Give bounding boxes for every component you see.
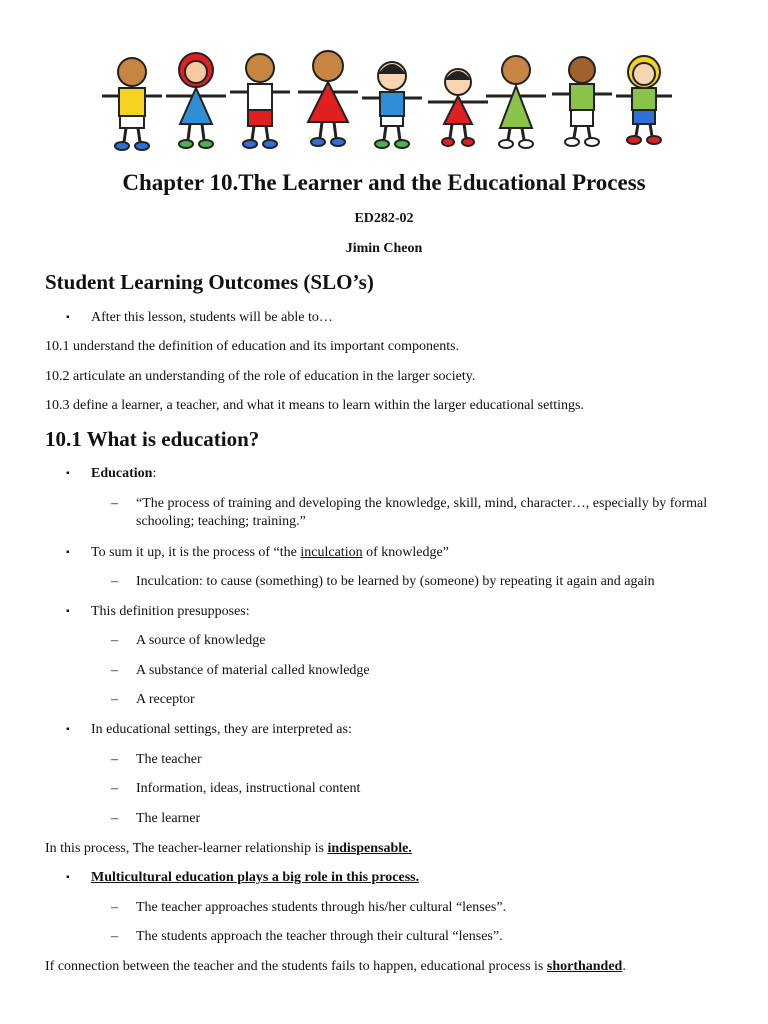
relationship-line bbox=[45, 840, 412, 858]
section-heading-what-is-education: 10.1 What is education? bbox=[45, 427, 260, 451]
slo-intro: After this lesson, students will be able to… bbox=[91, 310, 333, 325]
child-figure-4 bbox=[298, 51, 358, 146]
dash-marker: – bbox=[111, 752, 118, 767]
lenses-item-1: The teacher approaches students through his/her cultural “lenses”. bbox=[136, 900, 507, 915]
multicultural-statement: Multicultural education plays a big role in this process. bbox=[91, 870, 420, 885]
dash-marker: – bbox=[111, 574, 118, 589]
interpreted-line: In educational settings, they are interpreted as: bbox=[91, 722, 352, 737]
bullet-marker: ▪ bbox=[66, 724, 70, 735]
lenses-item-2: The students approach the teacher through their cultural “lenses”. bbox=[136, 929, 503, 944]
sum-up-suffix: of knowledge” bbox=[362, 545, 449, 560]
dash-marker: – bbox=[111, 781, 118, 796]
child-figure-5 bbox=[362, 62, 422, 148]
bullet-marker: ▪ bbox=[66, 606, 70, 617]
bullet-marker: ▪ bbox=[66, 468, 70, 479]
sum-up-prefix: To sum it up, it is the process of “the bbox=[91, 545, 301, 560]
multicultural-line bbox=[91, 869, 419, 887]
child-figure-9 bbox=[616, 56, 672, 144]
indispensable-term: indispensable. bbox=[327, 841, 412, 856]
child-figure-2 bbox=[166, 53, 226, 148]
interpreted-item-2: Information, ideas, instructional content bbox=[136, 781, 361, 796]
slo-item-3: 10.3 define a learner, a teacher, and what it means to learn within the larger educational settings. bbox=[45, 398, 584, 413]
interpreted-item-1: The teacher bbox=[136, 752, 202, 767]
education-definition: “The process of training and developing the knowledge, skill, mind, character…, especially by formal schooling; teaching; training.” bbox=[136, 496, 708, 529]
course-code: ED282-02 bbox=[354, 211, 414, 226]
inculcation-term: inculcation bbox=[300, 545, 363, 560]
sum-up-line bbox=[91, 544, 449, 562]
slo-item-2: 10.2 articulate an understanding of the role of education in the larger society. bbox=[45, 369, 476, 384]
dash-marker: – bbox=[111, 811, 118, 826]
dash-marker: – bbox=[111, 633, 118, 648]
slo-item-1: 10.1 understand the definition of education and its important components. bbox=[45, 339, 460, 354]
interpreted-item-3: The learner bbox=[136, 811, 201, 826]
dash-marker: – bbox=[111, 692, 118, 707]
child-figure-7 bbox=[486, 56, 546, 148]
dash-marker: – bbox=[111, 496, 118, 511]
presupposes-item-2: A substance of material called knowledge bbox=[136, 663, 370, 678]
education-colon: : bbox=[152, 466, 157, 481]
author-name: Jimin Cheon bbox=[345, 241, 423, 256]
bullet-marker: ▪ bbox=[66, 872, 70, 883]
bullet-marker: ▪ bbox=[66, 312, 70, 323]
bullet-marker: ▪ bbox=[66, 547, 70, 558]
conclusion-suffix: . bbox=[622, 959, 626, 974]
presupposes-line: This definition presupposes: bbox=[91, 604, 250, 619]
conclusion-prefix: If connection between the teacher and the students fails to happen, educational process is bbox=[45, 959, 547, 974]
presupposes-item-1: A source of knowledge bbox=[136, 633, 266, 648]
dash-marker: – bbox=[111, 663, 118, 678]
slo-heading: Student Learning Outcomes (SLO’s) bbox=[45, 270, 374, 294]
relationship-prefix: In this process, The teacher-learner relationship is bbox=[45, 841, 328, 856]
document-title: Chapter 10.The Learner and the Educational Process bbox=[122, 170, 646, 195]
inculcation-definition: Inculcation: to cause (something) to be learned by (someone) by repeating it again and again bbox=[136, 574, 655, 589]
child-figure-6 bbox=[428, 69, 488, 146]
shorthanded-term: shorthanded bbox=[546, 959, 623, 974]
presupposes-item-3: A receptor bbox=[136, 692, 195, 707]
dash-marker: – bbox=[111, 900, 118, 915]
children-banner-illustration bbox=[92, 44, 676, 160]
education-term: Education bbox=[91, 466, 153, 481]
child-figure-1 bbox=[102, 58, 162, 150]
child-figure-8 bbox=[552, 57, 612, 146]
child-figure-3 bbox=[230, 54, 290, 148]
dash-marker: – bbox=[111, 929, 118, 944]
conclusion-line bbox=[45, 958, 626, 976]
education-term-line bbox=[91, 465, 156, 483]
